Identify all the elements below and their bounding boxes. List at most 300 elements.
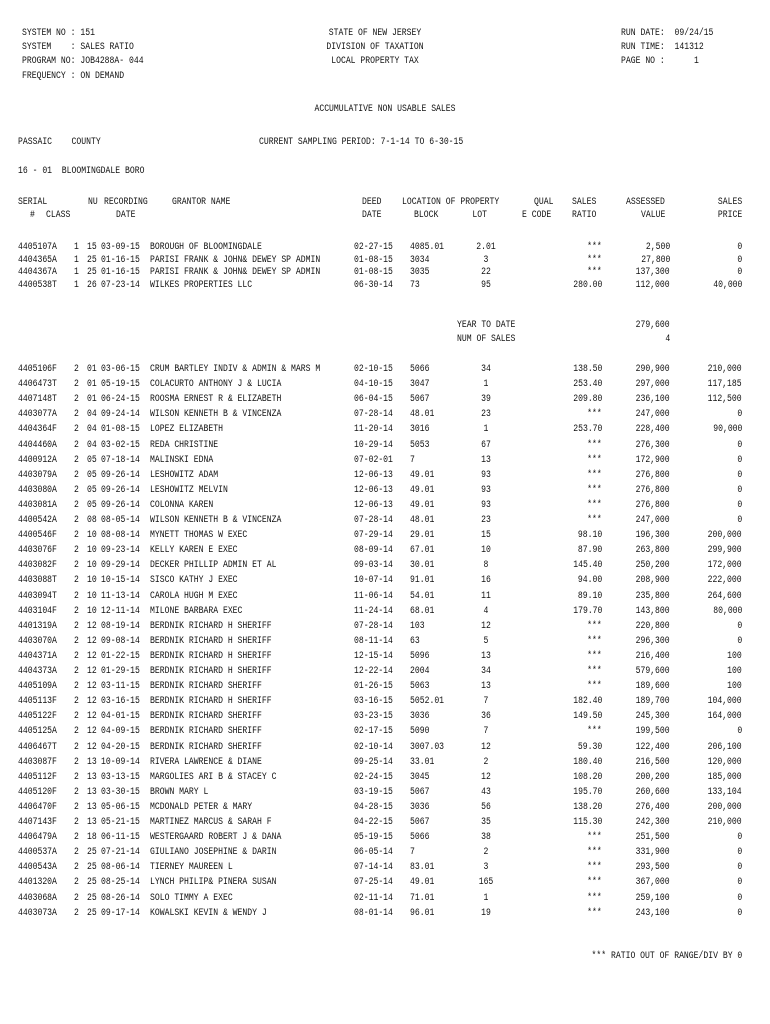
cell-ratio: 89.10 bbox=[577, 589, 602, 602]
cell-assessed: 228,400 bbox=[635, 423, 670, 436]
table-row bbox=[0, 515, 770, 526]
ytd-label: YEAR TO DATE bbox=[457, 319, 516, 331]
cell-rec: 05-21-15 bbox=[101, 816, 140, 828]
cell-ratio: *** bbox=[587, 831, 602, 844]
table-row bbox=[0, 424, 770, 435]
cell-deed: 03-19-15 bbox=[354, 785, 393, 798]
cell-deed: 02-24-15 bbox=[354, 770, 393, 783]
cell-cls: 2 bbox=[74, 529, 79, 542]
cell-nu: 26 bbox=[87, 278, 97, 291]
cell-assessed: 276,800 bbox=[635, 468, 670, 481]
cell-grantor: BOROUGH OF BLOOMINGDALE bbox=[150, 241, 262, 253]
cell-assessed: 247,000 bbox=[635, 514, 670, 526]
footnote: *** RATIO OUT OF RANGE/DIV BY 0 bbox=[591, 950, 742, 962]
cell-block: 3034 bbox=[410, 253, 430, 266]
cell-serial: 4406479A bbox=[18, 831, 57, 844]
table-row bbox=[0, 606, 770, 617]
cell-block: 49.01 bbox=[410, 876, 435, 889]
cell-deed: 03-16-15 bbox=[354, 695, 393, 708]
cell-serial: 4403088T bbox=[18, 574, 57, 587]
cell-assessed: 196,300 bbox=[635, 529, 670, 542]
cell-nu: 10 bbox=[87, 604, 97, 617]
cell-rec: 04-20-15 bbox=[101, 740, 140, 753]
col-deed-sub: DATE bbox=[362, 209, 382, 221]
cell-rec: 07-21-14 bbox=[101, 846, 140, 859]
cell-serial: 4400538T bbox=[18, 278, 57, 291]
cell-ratio: *** bbox=[587, 861, 602, 874]
cell-cls: 1 bbox=[74, 253, 79, 266]
cell-ratio: *** bbox=[587, 438, 602, 451]
cell-rec: 08-19-14 bbox=[101, 619, 140, 632]
cell-nu: 12 bbox=[87, 695, 97, 708]
cell-rec: 05-19-15 bbox=[101, 378, 140, 391]
cell-assessed: 2,500 bbox=[645, 241, 670, 253]
cell-nu: 25 bbox=[87, 876, 97, 889]
cell-block: 49.01 bbox=[410, 483, 435, 496]
cell-grantor: COLONNA KAREN bbox=[150, 498, 214, 511]
cell-deed: 12-15-14 bbox=[354, 649, 393, 662]
cell-lot: 1 bbox=[483, 891, 489, 904]
table-row bbox=[0, 877, 770, 888]
cell-ratio: 149.50 bbox=[572, 710, 602, 723]
cell-serial: 4403081A bbox=[18, 498, 57, 511]
cell-price: 264,600 bbox=[707, 589, 742, 602]
cell-ratio: 59.30 bbox=[577, 740, 602, 753]
cell-serial: 4403087F bbox=[18, 755, 57, 768]
cell-grantor: CAROLA HUGH M EXEC bbox=[150, 589, 238, 602]
cell-price: 0 bbox=[737, 619, 742, 632]
cell-assessed: 263,800 bbox=[635, 544, 670, 557]
cell-cls: 2 bbox=[74, 468, 79, 481]
header-system-no: SYSTEM NO : 151 bbox=[22, 27, 95, 39]
header-page-no: PAGE NO : 1 bbox=[621, 55, 699, 67]
table-row bbox=[0, 817, 770, 828]
cell-rec: 01-08-15 bbox=[101, 423, 140, 436]
table-row bbox=[0, 394, 770, 405]
cell-nu: 08 bbox=[87, 514, 97, 526]
cell-grantor: DECKER PHILLIP ADMIN ET AL bbox=[150, 559, 277, 572]
col-qual-sub: E CODE bbox=[522, 209, 552, 221]
cell-cls: 2 bbox=[74, 604, 79, 617]
cell-serial: 4405120F bbox=[18, 785, 57, 798]
cell-lot: 93 bbox=[481, 498, 491, 511]
cell-lot: 4 bbox=[483, 604, 489, 617]
cell-deed: 02-17-15 bbox=[354, 725, 393, 738]
cell-price: 0 bbox=[737, 408, 742, 421]
cell-grantor: BERDNIK RICHARD H SHERIFF bbox=[150, 619, 272, 632]
cell-price: 0 bbox=[737, 906, 742, 919]
cell-assessed: 122,400 bbox=[635, 740, 670, 753]
cell-cls: 2 bbox=[74, 483, 79, 496]
cell-block: 3007.03 bbox=[410, 740, 445, 753]
cell-serial: 4404371A bbox=[18, 649, 57, 662]
cell-nu: 18 bbox=[87, 831, 97, 844]
cell-rec: 01-22-15 bbox=[101, 649, 140, 662]
col-price-sub: PRICE bbox=[717, 209, 742, 221]
cell-serial: 4403094T bbox=[18, 589, 57, 602]
cell-grantor: LYNCH PHILIP& PINERA SUSAN bbox=[150, 876, 277, 889]
cell-cls: 2 bbox=[74, 785, 79, 798]
cell-assessed: 296,300 bbox=[635, 634, 670, 647]
cell-grantor: LESHOWITZ ADAM bbox=[150, 468, 219, 481]
cell-grantor: MALINSKI EDNA bbox=[150, 453, 214, 466]
col-qual-header: QUAL bbox=[534, 196, 554, 208]
cell-block: 5067 bbox=[410, 816, 430, 828]
cell-nu: 25 bbox=[87, 846, 97, 859]
cell-deed: 09-03-14 bbox=[354, 559, 393, 572]
cell-deed: 12-06-13 bbox=[354, 498, 393, 511]
cell-serial: 4405107A bbox=[18, 241, 57, 253]
cell-assessed: 137,300 bbox=[635, 266, 670, 278]
cell-rec: 03-11-15 bbox=[101, 680, 140, 693]
cell-price: 133,104 bbox=[707, 785, 742, 798]
cell-serial: 4406467T bbox=[18, 740, 57, 753]
cell-lot: 22 bbox=[481, 266, 491, 278]
cell-cls: 2 bbox=[74, 634, 79, 647]
cell-serial: 4403080A bbox=[18, 483, 57, 496]
cell-serial: 4405122F bbox=[18, 710, 57, 723]
cell-nu: 04 bbox=[87, 423, 97, 436]
cell-grantor: WILKES PROPERTIES LLC bbox=[150, 278, 253, 291]
cell-deed: 11-06-14 bbox=[354, 589, 393, 602]
cell-deed: 10-07-14 bbox=[354, 574, 393, 587]
cell-ratio: *** bbox=[587, 665, 602, 677]
cell-price: 299,900 bbox=[707, 544, 742, 557]
cell-rec: 09-26-14 bbox=[101, 498, 140, 511]
cell-deed: 04-28-15 bbox=[354, 800, 393, 813]
cell-serial: 4403068A bbox=[18, 891, 57, 904]
cell-cls: 2 bbox=[74, 498, 79, 511]
cell-lot: 5 bbox=[483, 634, 489, 647]
cell-lot: 38 bbox=[481, 831, 491, 844]
cell-serial: 4401319A bbox=[18, 619, 57, 632]
table-row bbox=[0, 893, 770, 904]
cell-block: 5090 bbox=[410, 725, 430, 738]
cell-block: 5063 bbox=[410, 680, 430, 693]
cell-grantor: SOLO TIMMY A EXEC bbox=[150, 891, 233, 904]
cell-block: 3047 bbox=[410, 378, 430, 391]
cell-block: 103 bbox=[410, 619, 425, 632]
cell-price: 164,000 bbox=[707, 710, 742, 723]
cell-deed: 07-02-01 bbox=[354, 453, 393, 466]
cell-block: 5052.01 bbox=[410, 695, 445, 708]
cell-serial: 4404364F bbox=[18, 423, 57, 436]
cell-block: 2004 bbox=[410, 665, 430, 677]
cell-grantor: WESTERGAARD ROBERT J & DANA bbox=[150, 831, 282, 844]
cell-lot: 7 bbox=[483, 695, 489, 708]
cell-nu: 12 bbox=[87, 740, 97, 753]
cell-ratio: *** bbox=[587, 649, 602, 662]
table-row bbox=[0, 651, 770, 662]
cell-lot: 13 bbox=[481, 649, 491, 662]
cell-nu: 05 bbox=[87, 468, 97, 481]
table-row bbox=[0, 757, 770, 768]
cell-cls: 2 bbox=[74, 725, 79, 738]
col-recording-header: RECORDING bbox=[104, 196, 148, 208]
cell-assessed: 290,900 bbox=[635, 363, 670, 375]
cell-grantor: BERDNIK RICHARD H SHERIFF bbox=[150, 649, 272, 662]
cell-assessed: 199,500 bbox=[635, 725, 670, 738]
cell-assessed: 293,500 bbox=[635, 861, 670, 874]
cell-serial: 4404373A bbox=[18, 665, 57, 677]
cell-grantor: MYNETT THOMAS W EXEC bbox=[150, 529, 248, 542]
cell-grantor: PARISI FRANK & JOHN& DEWEY SP ADMIN bbox=[150, 253, 321, 266]
cell-ratio: 182.40 bbox=[572, 695, 602, 708]
cell-block: 5067 bbox=[410, 393, 430, 406]
table-row bbox=[0, 772, 770, 783]
cell-ratio: 253.40 bbox=[572, 378, 602, 391]
cell-ratio: *** bbox=[587, 634, 602, 647]
cell-deed: 02-10-15 bbox=[354, 363, 393, 375]
cell-nu: 25 bbox=[87, 906, 97, 919]
cell-block: 30.01 bbox=[410, 559, 435, 572]
cell-block: 4085.01 bbox=[410, 241, 445, 253]
cell-assessed: 189,600 bbox=[635, 680, 670, 693]
cell-price: 222,000 bbox=[707, 574, 742, 587]
cell-lot: 1 bbox=[483, 423, 489, 436]
header-division: DIVISION OF TAXATION bbox=[326, 41, 424, 53]
header-system: SYSTEM : SALES RATIO bbox=[22, 41, 134, 53]
cell-lot: 43 bbox=[481, 785, 491, 798]
cell-block: 5096 bbox=[410, 649, 430, 662]
col-serial-header: SERIAL bbox=[18, 196, 48, 208]
cell-grantor: BERDNIK RICHARD SHERIFF bbox=[150, 680, 262, 693]
cell-block: 54.01 bbox=[410, 589, 435, 602]
cell-nu: 25 bbox=[87, 253, 97, 266]
cell-assessed: 297,000 bbox=[635, 378, 670, 391]
cell-rec: 09-08-14 bbox=[101, 634, 140, 647]
table-row bbox=[0, 666, 770, 677]
cell-rec: 01-16-15 bbox=[101, 253, 140, 266]
cell-nu: 10 bbox=[87, 559, 97, 572]
report-title: ACCUMULATIVE NON USABLE SALES bbox=[314, 103, 456, 115]
cell-serial: 4407148T bbox=[18, 393, 57, 406]
cell-lot: 16 bbox=[481, 574, 491, 587]
cell-ratio: 115.30 bbox=[572, 816, 602, 828]
cell-assessed: 200,200 bbox=[635, 770, 670, 783]
num-sales-value: 4 bbox=[665, 333, 670, 345]
cell-price: 0 bbox=[737, 498, 742, 511]
cell-serial: 4405106F bbox=[18, 363, 57, 375]
cell-serial: 4404365A bbox=[18, 253, 57, 266]
cell-nu: 04 bbox=[87, 438, 97, 451]
cell-lot: 23 bbox=[481, 514, 491, 526]
table-row bbox=[0, 267, 770, 278]
cell-lot: 10 bbox=[481, 544, 491, 557]
cell-nu: 10 bbox=[87, 544, 97, 557]
col-recording-sub: DATE bbox=[116, 209, 136, 221]
col-location-sub: BLOCK LOT bbox=[414, 209, 487, 221]
cell-deed: 11-20-14 bbox=[354, 423, 393, 436]
cell-price: 100 bbox=[727, 649, 742, 662]
cell-rec: 09-29-14 bbox=[101, 559, 140, 572]
cell-block: 3045 bbox=[410, 770, 430, 783]
cell-ratio: 195.70 bbox=[572, 785, 602, 798]
cell-block: 48.01 bbox=[410, 514, 435, 526]
cell-deed: 01-08-15 bbox=[354, 266, 393, 278]
cell-deed: 05-19-15 bbox=[354, 831, 393, 844]
cell-deed: 12-22-14 bbox=[354, 665, 393, 677]
cell-assessed: 276,800 bbox=[635, 498, 670, 511]
cell-block: 5066 bbox=[410, 363, 430, 375]
col-grantor-header: GRANTOR NAME bbox=[172, 196, 231, 208]
cell-assessed: 235,800 bbox=[635, 589, 670, 602]
cell-grantor: CRUM BARTLEY INDIV & ADMIN & MARS M bbox=[150, 363, 321, 375]
cell-assessed: 245,300 bbox=[635, 710, 670, 723]
cell-price: 40,000 bbox=[712, 278, 742, 291]
cell-cls: 2 bbox=[74, 876, 79, 889]
cell-assessed: 216,400 bbox=[635, 649, 670, 662]
cell-ratio: 138.20 bbox=[572, 800, 602, 813]
cell-cls: 2 bbox=[74, 740, 79, 753]
cell-lot: 34 bbox=[481, 665, 491, 677]
cell-lot: 2 bbox=[483, 846, 489, 859]
cell-ratio: 98.10 bbox=[577, 529, 602, 542]
cell-cls: 2 bbox=[74, 408, 79, 421]
table-row bbox=[0, 726, 770, 737]
cell-cls: 2 bbox=[74, 680, 79, 693]
cell-lot: 1 bbox=[483, 378, 489, 391]
cell-rec: 08-05-14 bbox=[101, 514, 140, 526]
table-row bbox=[0, 636, 770, 647]
cell-price: 0 bbox=[737, 241, 742, 253]
cell-ratio: *** bbox=[587, 468, 602, 481]
cell-rec: 08-08-14 bbox=[101, 529, 140, 542]
cell-cls: 2 bbox=[74, 816, 79, 828]
table-row bbox=[0, 500, 770, 511]
cell-nu: 10 bbox=[87, 574, 97, 587]
cell-price: 0 bbox=[737, 725, 742, 738]
cell-rec: 09-26-14 bbox=[101, 468, 140, 481]
cell-serial: 4403079A bbox=[18, 468, 57, 481]
cell-deed: 01-08-15 bbox=[354, 253, 393, 266]
cell-price: 0 bbox=[737, 891, 742, 904]
col-serial-sub: # bbox=[30, 209, 35, 221]
cell-deed: 07-28-14 bbox=[354, 619, 393, 632]
cell-price: 0 bbox=[737, 634, 742, 647]
cell-cls: 2 bbox=[74, 695, 79, 708]
cell-grantor: PARISI FRANK & JOHN& DEWEY SP ADMIN bbox=[150, 266, 321, 278]
cell-ratio: *** bbox=[587, 891, 602, 904]
cell-block: 5067 bbox=[410, 785, 430, 798]
cell-block: 7 bbox=[410, 846, 415, 859]
cell-assessed: 260,600 bbox=[635, 785, 670, 798]
table-row bbox=[0, 530, 770, 541]
cell-ratio: 180.40 bbox=[572, 755, 602, 768]
cell-deed: 08-01-14 bbox=[354, 906, 393, 919]
cell-rec: 03-09-15 bbox=[101, 241, 140, 253]
col-price-header: SALES bbox=[717, 196, 742, 208]
cell-cls: 2 bbox=[74, 438, 79, 451]
cell-deed: 01-26-15 bbox=[354, 680, 393, 693]
table-row bbox=[0, 711, 770, 722]
cell-ratio: *** bbox=[587, 483, 602, 496]
cell-rec: 03-06-15 bbox=[101, 363, 140, 375]
cell-assessed: 250,200 bbox=[635, 559, 670, 572]
cell-price: 0 bbox=[737, 266, 742, 278]
cell-nu: 05 bbox=[87, 498, 97, 511]
cell-assessed: 367,000 bbox=[635, 876, 670, 889]
cell-price: 90,000 bbox=[712, 423, 742, 436]
cell-serial: 4406470F bbox=[18, 800, 57, 813]
table-row bbox=[0, 802, 770, 813]
cell-nu: 12 bbox=[87, 725, 97, 738]
cell-lot: 95 bbox=[481, 278, 491, 291]
cell-deed: 06-04-15 bbox=[354, 393, 393, 406]
cell-price: 0 bbox=[737, 846, 742, 859]
cell-ratio: *** bbox=[587, 846, 602, 859]
cell-lot: 12 bbox=[481, 740, 491, 753]
cell-assessed: 112,000 bbox=[635, 278, 670, 291]
cell-block: 3016 bbox=[410, 423, 430, 436]
cell-deed: 11-24-14 bbox=[354, 604, 393, 617]
cell-lot: 165 bbox=[478, 876, 494, 889]
cell-rec: 07-18-14 bbox=[101, 453, 140, 466]
district-line: 16 - 01 BLOOMINGDALE BORO bbox=[18, 165, 145, 177]
cell-rec: 04-01-15 bbox=[101, 710, 140, 723]
cell-price: 80,000 bbox=[712, 604, 742, 617]
col-deed-header: DEED bbox=[362, 196, 382, 208]
cell-cls: 2 bbox=[74, 770, 79, 783]
cell-lot: 93 bbox=[481, 483, 491, 496]
cell-cls: 2 bbox=[74, 710, 79, 723]
cell-rec: 08-25-14 bbox=[101, 876, 140, 889]
cell-price: 0 bbox=[737, 483, 742, 496]
cell-grantor: BERDNIK RICHARD SHERIFF bbox=[150, 710, 262, 723]
cell-price: 200,000 bbox=[707, 800, 742, 813]
table-row bbox=[0, 470, 770, 481]
cell-block: 91.01 bbox=[410, 574, 435, 587]
table-row bbox=[0, 908, 770, 919]
cell-grantor: TIERNEY MAUREEN L bbox=[150, 861, 233, 874]
cell-cls: 2 bbox=[74, 906, 79, 919]
cell-block: 49.01 bbox=[410, 498, 435, 511]
cell-assessed: 143,800 bbox=[635, 604, 670, 617]
cell-block: 49.01 bbox=[410, 468, 435, 481]
cell-block: 63 bbox=[410, 634, 420, 647]
cell-nu: 12 bbox=[87, 680, 97, 693]
cell-cls: 2 bbox=[74, 831, 79, 844]
cell-grantor: BERDNIK RICHARD H SHERIFF bbox=[150, 695, 272, 708]
cell-cls: 2 bbox=[74, 619, 79, 632]
cell-price: 200,000 bbox=[707, 529, 742, 542]
cell-lot: 11 bbox=[481, 589, 491, 602]
cell-price: 210,000 bbox=[707, 363, 742, 375]
cell-deed: 12-06-13 bbox=[354, 483, 393, 496]
cell-assessed: 276,800 bbox=[635, 483, 670, 496]
header-program-no: PROGRAM NO: JOB4288A- 044 bbox=[22, 55, 144, 67]
table-row bbox=[0, 364, 770, 375]
cell-rec: 01-16-15 bbox=[101, 266, 140, 278]
cell-block: 3036 bbox=[410, 800, 430, 813]
cell-assessed: 243,100 bbox=[635, 906, 670, 919]
cell-assessed: 220,800 bbox=[635, 619, 670, 632]
cell-cls: 2 bbox=[74, 378, 79, 391]
cell-serial: 4403104F bbox=[18, 604, 57, 617]
cell-grantor: BERDNIK RICHARD H SHERIFF bbox=[150, 634, 272, 647]
ytd-value: 279,600 bbox=[635, 319, 670, 331]
cell-rec: 09-23-14 bbox=[101, 544, 140, 557]
cell-serial: 4407143F bbox=[18, 816, 57, 828]
header-state: STATE OF NEW JERSEY bbox=[328, 27, 422, 39]
cell-nu: 13 bbox=[87, 816, 97, 828]
col-ratio-header: SALES bbox=[572, 196, 597, 208]
cell-nu: 12 bbox=[87, 619, 97, 632]
cell-lot: 2.01 bbox=[476, 241, 496, 253]
cell-grantor: BERDNIK RICHARD H SHERIFF bbox=[150, 665, 272, 677]
cell-deed: 03-23-15 bbox=[354, 710, 393, 723]
cell-rec: 10-15-14 bbox=[101, 574, 140, 587]
